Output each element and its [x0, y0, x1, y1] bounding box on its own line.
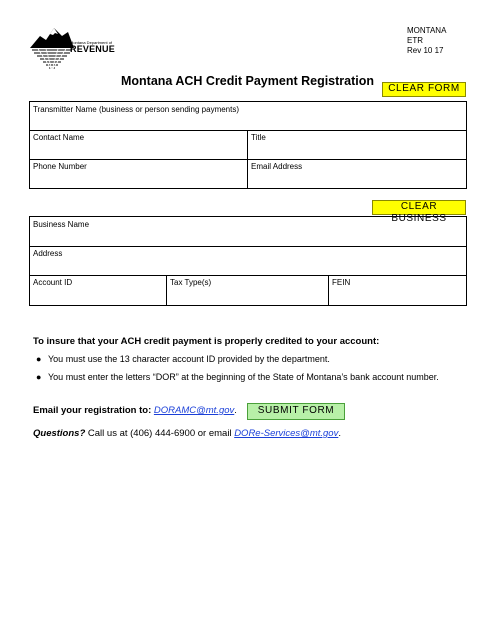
title-label: Title [251, 133, 266, 142]
address-label: Address [33, 249, 63, 258]
account-id-field[interactable] [30, 275, 166, 305]
phone-number-label: Phone Number [33, 162, 87, 171]
instruction-text-2: You must enter the letters “DOR” at the beginning of the State of Montana’s bank account number. [48, 372, 439, 382]
clear-business-button[interactable]: CLEAR BUSINESS [372, 200, 466, 215]
transmitter-section [29, 101, 467, 189]
form-code-id: ETR [407, 36, 423, 45]
tax-type-field[interactable] [167, 275, 328, 305]
fein-field[interactable] [329, 275, 466, 305]
phone-number-field[interactable] [30, 159, 247, 188]
questions-suffix: . [338, 428, 341, 439]
page-title: Montana ACH Credit Payment Registration [120, 74, 375, 88]
account-id-label: Account ID [33, 278, 73, 287]
email-link[interactable]: DORAMC@mt.gov [153, 405, 235, 416]
email-address-label: Email Address [251, 162, 303, 171]
questions-prefix: Questions? [33, 428, 86, 439]
business-name-field[interactable] [30, 217, 466, 246]
business-name-label: Business Name [33, 220, 90, 229]
logo-name: REVENUE [70, 44, 115, 54]
logo-subtitle: Montana Department of [70, 40, 113, 45]
address-field[interactable] [30, 246, 466, 275]
email-address-field[interactable] [248, 159, 466, 188]
email-line [33, 405, 237, 416]
instruction-text-1: You must use the 13 character account ID provided by the department. [48, 354, 330, 364]
transmitter-name-label: Transmitter Name (business or person sending payments) [33, 105, 240, 114]
submit-form-button[interactable]: SUBMIT FORM [247, 403, 345, 420]
business-section [29, 216, 467, 306]
instructions-heading: To insure that your ACH credit payment is properly credited to your account: [33, 336, 380, 347]
questions-line [33, 428, 341, 439]
clear-form-button[interactable]: CLEAR FORM [382, 82, 466, 97]
support-email-link[interactable]: DORe-Services@mt.gov [234, 428, 339, 439]
questions-text: Call us at (406) 444-6900 or email [85, 428, 235, 439]
form-code-state: MONTANA [407, 26, 447, 35]
bullet-dot: ● [36, 354, 42, 364]
contact-name-field[interactable] [30, 130, 247, 159]
tax-type-label: Tax Type(s) [170, 278, 212, 287]
form-code [407, 26, 446, 56]
email-prefix: Email your registration to: [33, 405, 154, 416]
email-suffix: . [234, 405, 237, 416]
fein-label: FEIN [332, 278, 351, 287]
contact-name-label: Contact Name [33, 133, 85, 142]
bullet-dot: ● [36, 372, 42, 382]
form-code-revision: Rev 10 17 [407, 46, 444, 55]
transmitter-name-field[interactable] [30, 102, 466, 130]
title-field[interactable] [248, 130, 466, 159]
